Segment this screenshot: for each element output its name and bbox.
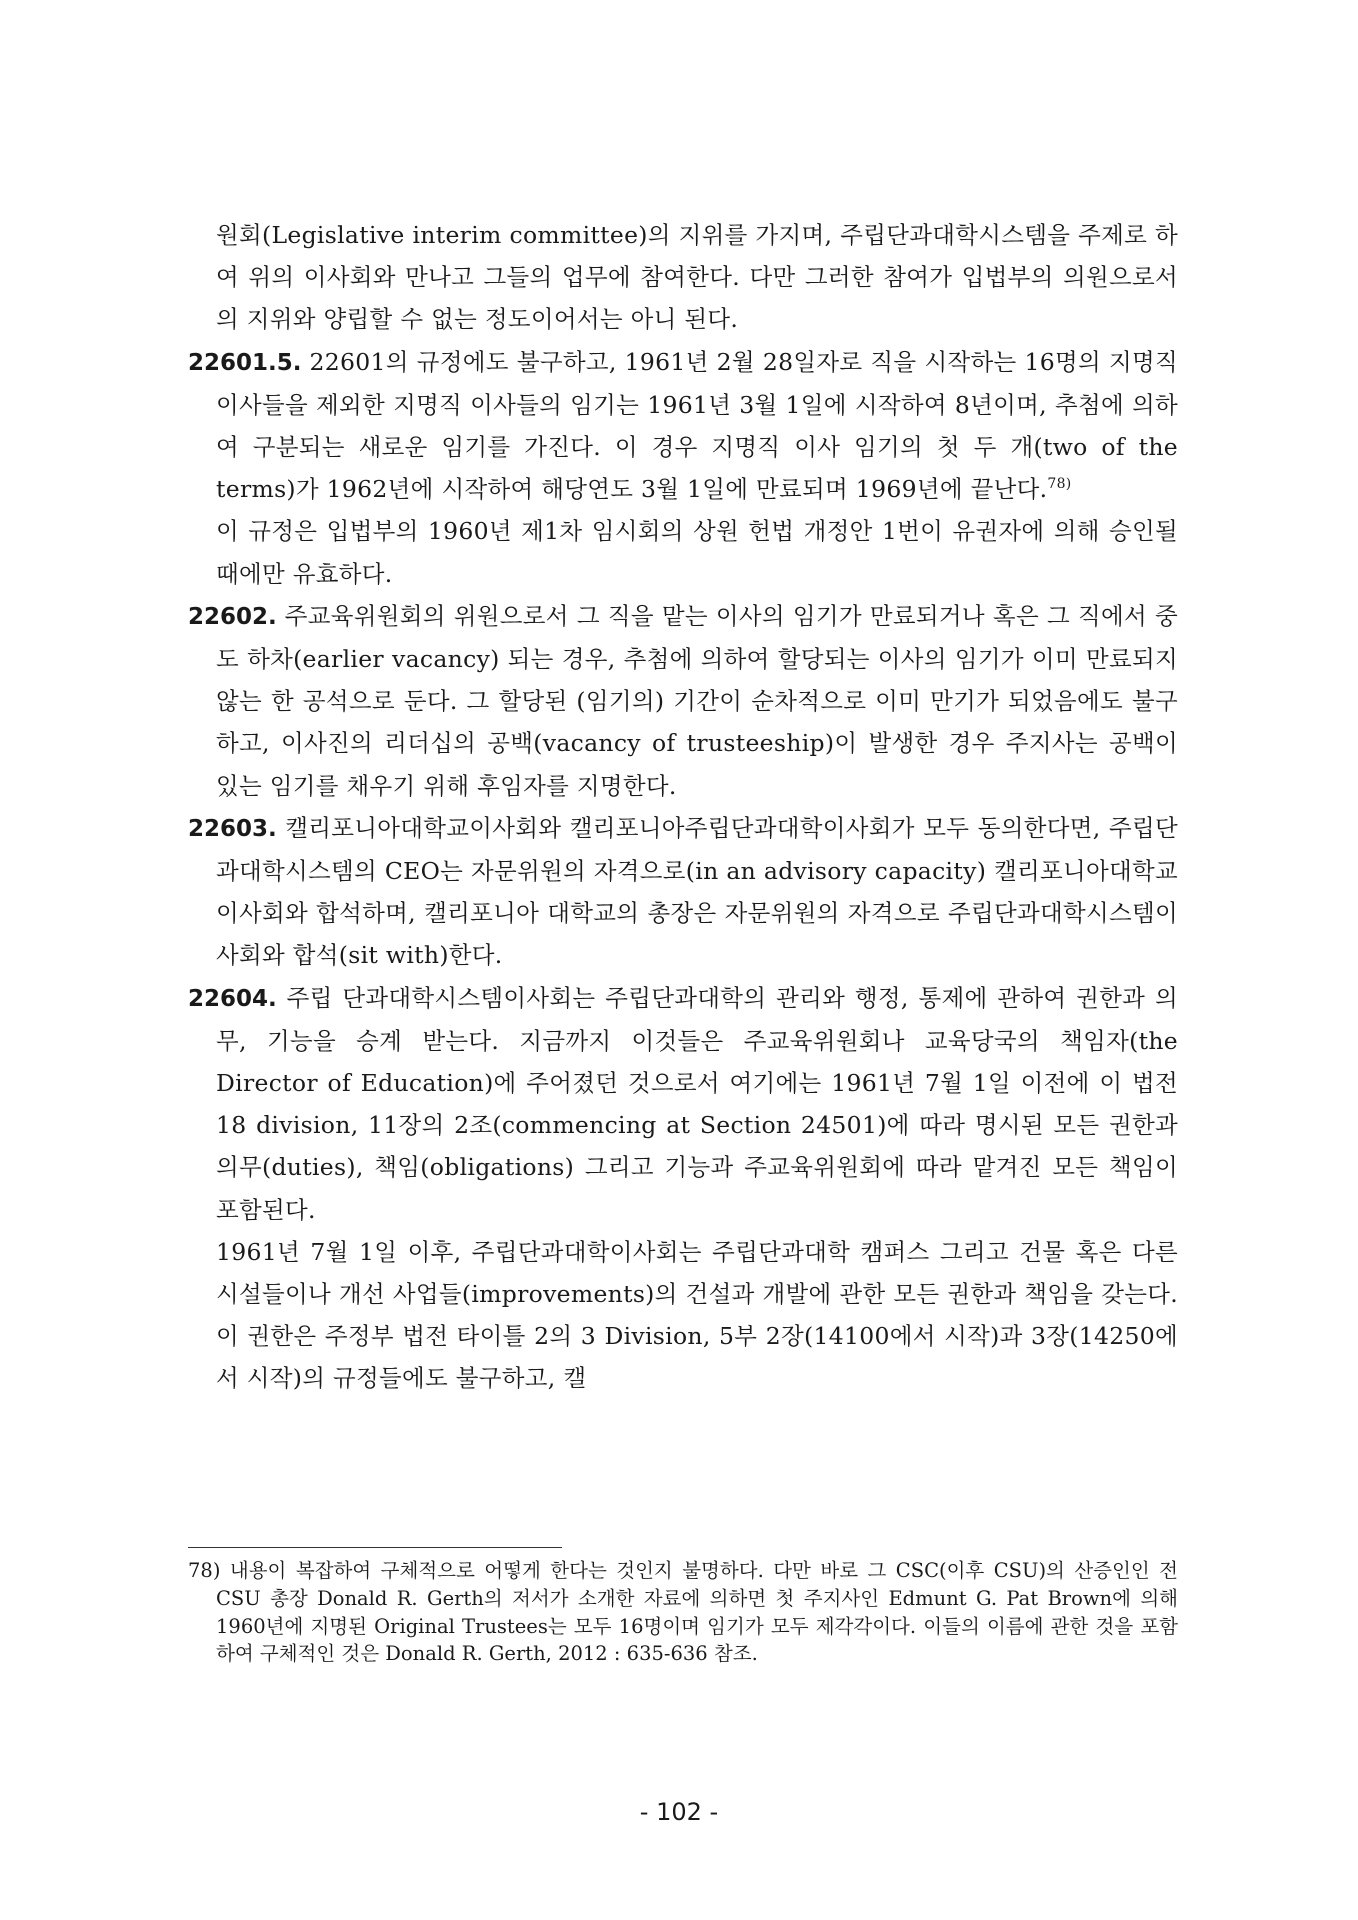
paragraph-section-22604: 22604. 주립 단과대학시스템이사회는 주립단과대학의 관리와 행정, 통제에 관하여 권한과 의무, 기능을 승계 받는다. 지금까지 이것들은 주교육위원회나 교육당국의 책임자(the Director of Education)에 주어졌던 것으로서 여기에는 1961년 7월 1일 이전에 이 법전 18 division, 11장의 2조(commencing at Section 24501)에 따라 명시된 모든 권한과 의무(duties), 책임(obligations) 그리고 기능과 주교육위원회에 따라 맡겨진 모든 책임이 포함된다. — [188, 983, 1178, 1224]
paragraph-section-22601-5: 22601.5. 22601의 규정에도 불구하고, 1961년 2월 28일자로 직을 시작하는 16명의 지명직 이사들을 제외한 지명직 이사들의 임기는 1961년 3월 1일에 시작하여 8년이며, 추첨에 의하여 구분되는 새로운 임기를 가진다. 이 경우 지명직 이사 임기의 첫 두 개(two of the terms)가 1962년에 시작하여 해당연도 3월 1일에 만료되며 1969년에 끝난다.$^{78)}$ — [188, 347, 1178, 504]
section-number: 22603. — [188, 815, 277, 842]
footnote-text: 내용이 복잡하여 구체적으로 어떻게 한다는 것인지 불명하다. 다만 바로 그 CSC(이후 CSU)의 산증인인 전 CSU 총장 Donald R. Gerth의 저서가 소개한 자료에 의하면 첫 주지사인 Edmunt G. Pat Brown에 의해 1960년에 지명된 Original Trustees는 모두 16명이며 임기가 모두 제각각이다. 이들의 이름에 관한 것을 포함하여 구체적인 것은 Donald R. Gerth, 2012 : 635-636 참조. — [216, 1559, 1178, 1666]
page-number: - 102 - — [639, 1798, 719, 1826]
footnote-divider — [188, 1547, 562, 1548]
paragraph-proviso: 이 규정은 입법부의 1960년 제1차 임시회의 상원 헌법 개정안 1번이 유권자에 의해 승인될 때에만 유효하다. — [216, 517, 1178, 588]
footnote-78 — [188, 1557, 1178, 1668]
paragraph-section-22602: 22602. 주교육위원회의 위원으로서 그 직을 맡는 이사의 임기가 만료되거나 혹은 그 직에서 중도 하차(earlier vacancy) 되는 경우, 추첨에 의하여 할당되는 이사의 임기가 이미 만료되지 않는 한 공석으로 둔다. 그 할당된 (임기의) 기간이 순차적으로 이미 만기가 되었음에도 불구하고, 이사진의 리더십의 공백(vacancy of trusteeship)이 발생한 경우 주지사는 공백이 있는 임기를 채우기 위해 후임자를 지명한다. — [188, 601, 1178, 800]
paragraph-continuation: 원회(Legislative interim committee)의 지위를 가지며, 주립단과대학시스템을 주제로 하여 위의 이사회와 만나고 그들의 업무에 참여한다. 다만 그러한 참여가 입법부의 의원으로서의 지위와 양립할 수 없는 정도이어서는 아니 된다. — [216, 221, 1178, 334]
paragraph-section-22604-continued: 1961년 7월 1일 이후, 주립단과대학이사회는 주립단과대학 캠퍼스 그리고 건물 혹은 다른 시설들이나 개선 사업들(improvements)의 건설과 개발에 관한 모든 권한과 책임을 갖는다. 이 권한은 주정부 법전 타이틀 2의 3 Division, 5부 2장(14100에서 시작)과 3장(14250에서 시작)의 규정들에도 불구하고, 캘 — [216, 1237, 1178, 1393]
footnote-mark: 78) — [188, 1559, 221, 1582]
paragraph-section-22603: 22603. 캘리포니아대학교이사회와 캘리포니아주립단과대학이사회가 모두 동의한다면, 주립단과대학시스템의 CEO는 자문위원의 자격으로(in an advisory capacity) 캘리포니아대학교이사회와 합석하며, 캘리포니아 대학교의 총장은 자문위원의 자격으로 주립단과대학시스템이사회와 합석(sit with)한다. — [188, 813, 1178, 970]
section-number: 22602. — [188, 603, 277, 630]
body-text — [188, 214, 1178, 1400]
section-number: 22601.5. — [188, 349, 302, 376]
section-number: 22604. — [188, 985, 277, 1012]
footnote-reference: 78) — [1047, 476, 1072, 493]
